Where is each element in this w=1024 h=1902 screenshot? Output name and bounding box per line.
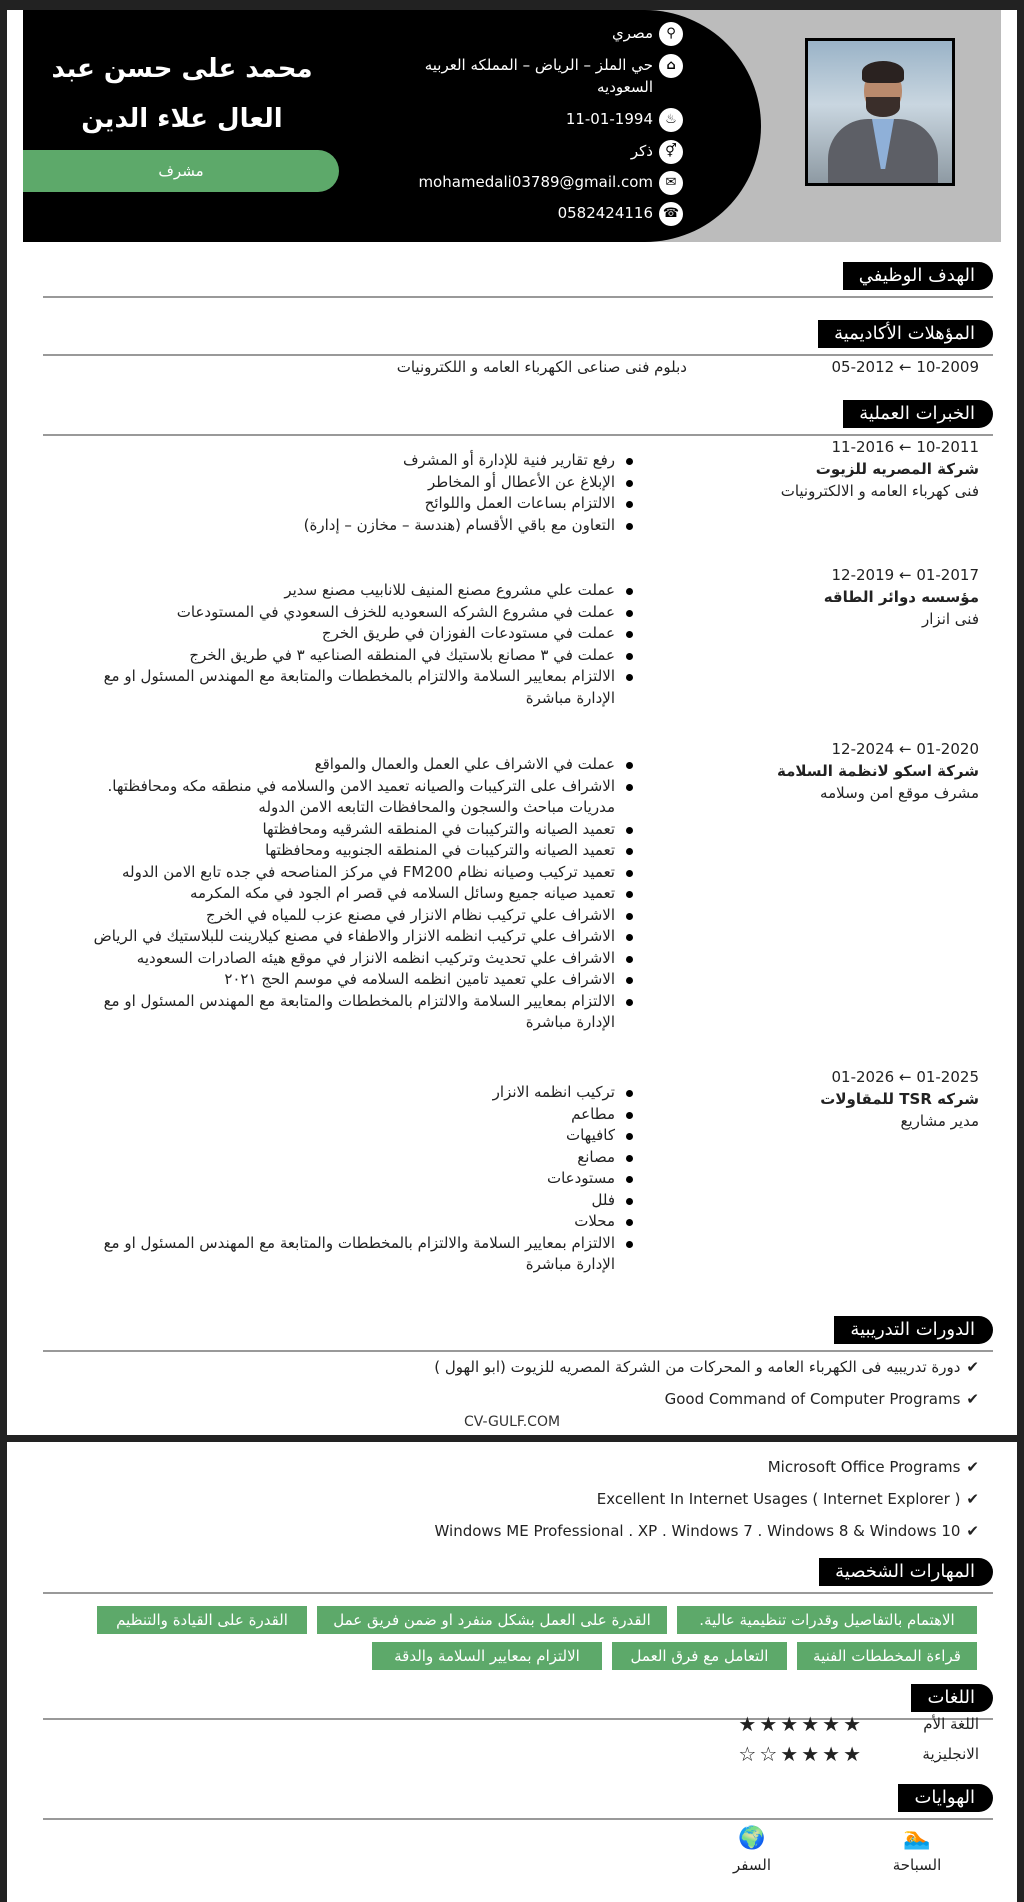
cv-page-2 (7, 1442, 1017, 1902)
role-badge: مشرف (23, 150, 339, 192)
language-row (629, 1742, 979, 1766)
job-bullets (77, 580, 637, 709)
section-courses (43, 1316, 993, 1352)
list-item: عملت في مشروع الشركه السعوديه للخزف السعودي في المستودعات (77, 602, 637, 624)
list-item: الاشراف علي تحديث وتركيب انظمه الانزار في موقع هيئه الصادرات السعوديه (77, 948, 637, 970)
list-item: الاشراف علي تركيب انظمه الانزار والاطفاء في مصنع كيلارينت للبلاستيك في الرياض (77, 926, 637, 948)
job-title: فنى كهرباء العامه و الالكترونيات (780, 482, 979, 500)
list-item: مطاعم (77, 1104, 637, 1126)
section-title: الهدف الوظيفي (843, 262, 993, 290)
list-item: الاشراف علي تعميد تامين انظمه السلامه في موسم الحج ٢٠٢١ (77, 969, 637, 991)
skill-badge: القدرة على القيادة والتنظيم (97, 1606, 307, 1634)
list-item: الالتزام بمعايير السلامة والالتزام بالمخططات والمتابعة مع المهندس المسئول او مع الإدارة مباشرة (77, 666, 637, 709)
section-skills (43, 1558, 993, 1594)
list-item: الاشراف علي تركيب نظام الانزار في مصنع عزب للمياه في الخرج (77, 905, 637, 927)
skill-badge: الالتزام بمعايير السلامة والدقة (372, 1642, 602, 1670)
gender-icon: ⚥ (659, 140, 683, 164)
job-company: مؤسسه دوائر الطاقه (823, 588, 979, 606)
section-objective (43, 262, 993, 298)
language-row (629, 1712, 979, 1736)
education-text: دبلوم فنى صناعى الكهرباء العامه و اللكترونيات (396, 358, 687, 376)
section-experience (43, 400, 993, 436)
list-item: محلات (77, 1211, 637, 1233)
list-item: تعميد الصيانه والتركيبات في المنطقه الشرقيه ومحافظتها (77, 819, 637, 841)
language-name: الانجليزية (922, 1745, 979, 1763)
job-title: مشرف موقع امن وسلامه (820, 784, 979, 802)
phone-icon: ☎ (659, 202, 683, 226)
hobby-item: 🏊 السباحة (867, 1826, 967, 1874)
hobby-item: 🌍 السفر (702, 1826, 802, 1874)
list-item: الالتزام بساعات العمل واللوائح (117, 493, 637, 515)
course-item: ✔ Windows ME Professional . XP . Windows 7 . Windows 8 & Windows 10 (434, 1522, 979, 1540)
language-name: اللغة الأم (923, 1715, 979, 1733)
rating-stars: ★★★★★★ (738, 1712, 864, 1736)
globe-icon: 🌍 (738, 1826, 766, 1851)
cake-icon: ♨ (659, 108, 683, 132)
job-company: شركة اسكو لانظمة السلامة (777, 762, 979, 780)
rating-stars: ☆☆★★★★ (738, 1742, 864, 1766)
info-email: ✉ mohamedali03789@gmail.com (323, 171, 683, 195)
check-icon: ✔ (966, 1458, 979, 1476)
list-item: عملت في مستودعات الفوزان في طريق الخرج (77, 623, 637, 645)
info-birthdate: ♨ 11-01-1994 (323, 108, 683, 132)
section-title: اللغات (911, 1684, 993, 1712)
course-item: ✔ دورة تدريبيه فى الكهرباء العامه و المحركات من الشركة المصريه للزيوت (ابو الهول ) (434, 1358, 979, 1376)
list-item: تركيب انظمه الانزار (77, 1082, 637, 1104)
list-item: التعاون مع باقي الأقسام (هندسة – مخازن – إدارة) (117, 515, 637, 537)
info-nationality: ⚲ مصري (323, 22, 683, 46)
skills-list (89, 1606, 977, 1670)
section-title: المهارات الشخصية (819, 1558, 993, 1586)
info-gender: ⚥ ذكر (323, 140, 683, 164)
list-item: كافيهات (77, 1125, 637, 1147)
job-company: شركه TSR للمقاولات (820, 1090, 979, 1108)
check-icon: ✔ (966, 1390, 979, 1408)
profile-photo (805, 38, 955, 186)
section-title: المؤهلات الأكاديمية (818, 320, 993, 348)
section-education (43, 320, 993, 356)
skill-badge: التعامل مع فرق العمل (612, 1642, 787, 1670)
job-date: 01-2025 ← 01-2026 (831, 1068, 979, 1086)
job-date: 10-2011 ← 11-2016 (831, 438, 979, 456)
list-item: تعميد الصيانه والتركيبات في المنطقه الجنوبيه ومحافظتها (77, 840, 637, 862)
list-item: عملت في ٣ مصانع بلاستيك في المنطقه الصناعيه ٣ في طريق الخرج (77, 645, 637, 667)
skill-badge: قراءة المخططات الفنية (797, 1642, 977, 1670)
list-item: مستودعات (77, 1168, 637, 1190)
swimming-icon: 🏊 (903, 1826, 931, 1851)
job-bullets (77, 754, 637, 1034)
job-date: 01-2020 ← 12-2024 (831, 740, 979, 758)
home-icon: ⌂ (659, 54, 683, 78)
skill-badge: الاهتمام بالتفاصيل وقدرات تنظيمية عالية. (677, 1606, 977, 1634)
location-icon: ⚲ (659, 22, 683, 46)
cv-page-1 (7, 10, 1017, 1435)
course-item: ✔ Good Command of Computer Programs (664, 1390, 979, 1408)
list-item: تعميد تركيب وصيانه نظام FM200 في مركز المناصحه في جده تابع الامن الدوله (77, 862, 637, 884)
education-date: 10-2009 ← 05-2012 (831, 358, 979, 376)
job-title: فنى انزار (922, 610, 979, 628)
list-item: فلل (77, 1190, 637, 1212)
job-company: شركة المصريه للزيوت (815, 460, 979, 478)
list-item: تعميد صيانه جميع وسائل السلامه في قصر ام الجود في مكه المكرمه (77, 883, 637, 905)
list-item: عملت في الاشراف علي العمل والعمال والمواقع (77, 754, 637, 776)
list-item: الالتزام بمعايير السلامة والالتزام بالمخططات والمتابعة مع المهندس المسئول او مع الإدارة مباشرة (77, 991, 637, 1034)
person-name: محمد على حسن عبد العال علاء الدين (51, 54, 313, 134)
skill-badge: القدرة على العمل بشكل منفرد او ضمن فريق عمل (317, 1606, 667, 1634)
cv-header (23, 10, 1001, 242)
job-bullets (77, 1082, 637, 1276)
section-title: الخبرات العملية (843, 400, 993, 428)
course-item: ✔ Microsoft Office Programs (767, 1458, 979, 1476)
check-icon: ✔ (966, 1522, 979, 1540)
list-item: مصانع (77, 1147, 637, 1169)
list-item: عملت علي مشروع مصنع المنيف للانابيب مصنع سدير (77, 580, 637, 602)
section-hobbies (43, 1784, 993, 1820)
list-item: الالتزام بمعايير السلامة والالتزام بالمخططات والمتابعة مع المهندس المسئول او مع الإدارة مباشرة (77, 1233, 637, 1276)
course-item: ✔ Excellent In Internet Usages ( Internet Explorer ) (596, 1490, 979, 1508)
info-address: ⌂ حي الملز – الرياض – المملكه العربيه السعوديه (323, 54, 683, 98)
list-item: الإبلاغ عن الأعطال أو المخاطر (117, 472, 637, 494)
section-title: الهوايات (898, 1784, 993, 1812)
footer-watermark: CV-GULF.COM (463, 1414, 561, 1430)
check-icon: ✔ (966, 1490, 979, 1508)
job-bullets (117, 450, 637, 536)
info-phone: ☎ 0582424116 (323, 202, 683, 226)
list-item: الاشراف على التركيبات والصيانه تعميد الامن والسلامه في منطقه مكه ومحافظتها. مدريات مباحث والسجون والمحافظات التابعه الامن الدوله (77, 776, 637, 819)
list-item: رفع تقارير فنية للإدارة أو المشرف (117, 450, 637, 472)
job-title: مدير مشاريع (900, 1112, 979, 1130)
job-date: 01-2017 ← 12-2019 (831, 566, 979, 584)
email-icon: ✉ (659, 171, 683, 195)
check-icon: ✔ (966, 1358, 979, 1376)
section-title: الدورات التدريبية (834, 1316, 993, 1344)
